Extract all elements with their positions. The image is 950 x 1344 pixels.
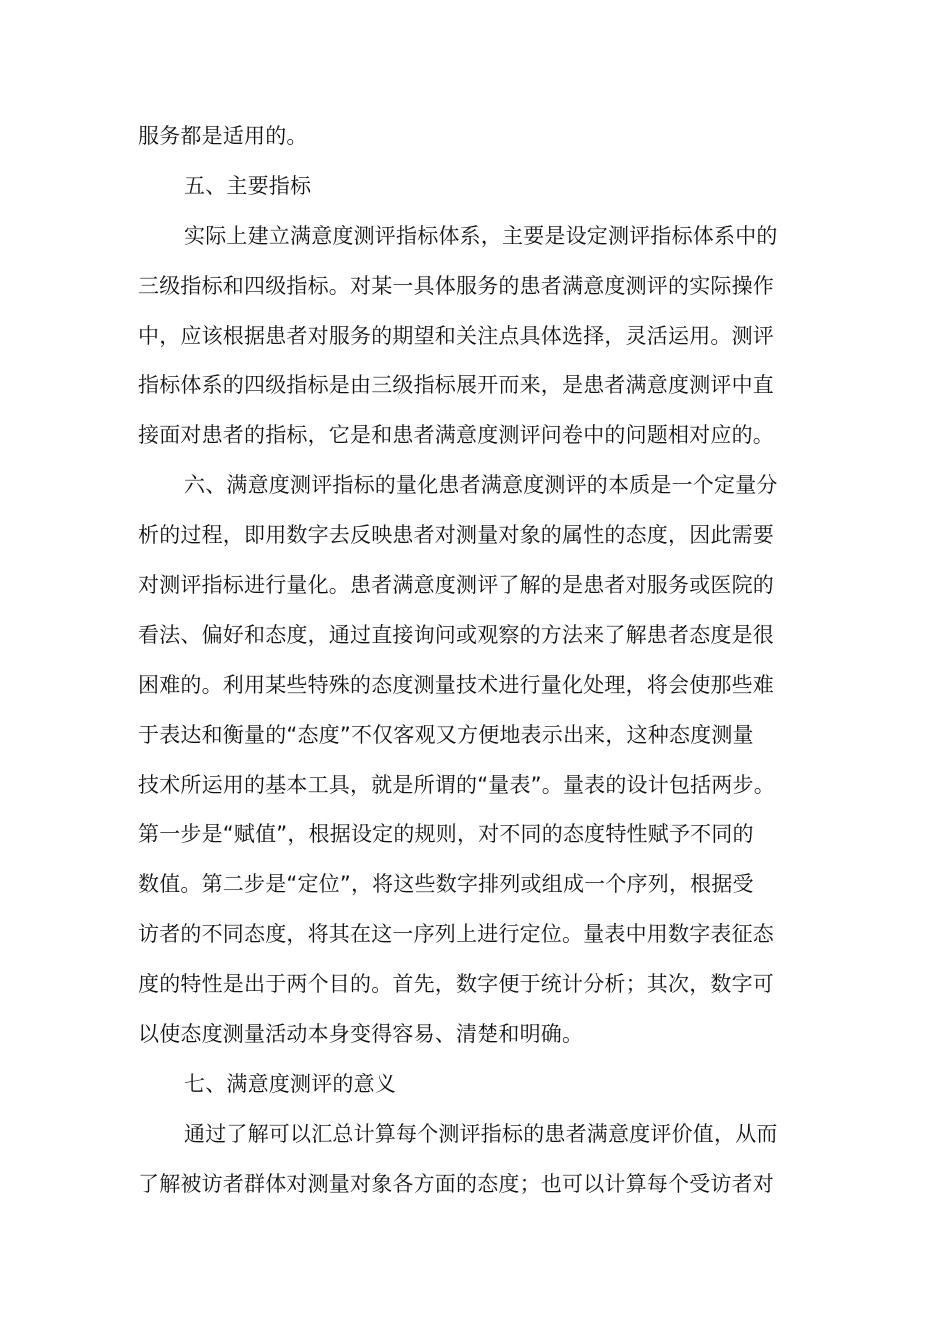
text-line: 接面对患者的指标，它是和患者满意度测评问卷中的问题相对应的。 bbox=[138, 423, 774, 448]
text-line: 度的特性是出于两个目的。首先，数字便于统计分析；其次，数字可 bbox=[138, 972, 774, 997]
body-text bbox=[138, 112, 838, 1210]
text-line: 访者的不同态度，将其在这一序列上进行定位。量表中用数字表征态 bbox=[138, 922, 774, 947]
section-heading-6: 六、满意度测评指标的量化患者满意度测评的本质是一个定量分 bbox=[184, 473, 778, 498]
text-line: 对测评指标进行量化。患者满意度测评了解的是患者对服务或医院的 bbox=[138, 573, 774, 598]
text-line: 实际上建立满意度测评指标体系，主要是设定测评指标体系中的 bbox=[184, 223, 778, 248]
text-line: 技术所运用的基本工具，就是所谓的“量表”。量表的设计包括两步。 bbox=[138, 772, 775, 797]
text-line: 看法、偏好和态度，通过直接询问或观察的方法来了解患者态度是很 bbox=[138, 622, 774, 647]
text-line: 第一步是“赋值”，根据设定的规则，对不同的态度特性赋予不同的 bbox=[138, 822, 754, 847]
text-line: 以使态度测量活动本身变得容易、清楚和明确。 bbox=[138, 1022, 584, 1047]
text-line: 析的过程，即用数字去反映患者对测量对象的属性的态度，因此需要 bbox=[138, 523, 774, 548]
text-line: 困难的。利用某些特殊的态度测量技术进行量化处理，将会使那些难 bbox=[138, 672, 774, 697]
text-line: 于表达和衡量的“态度”不仅客观又方便地表示出来，这种态度测量 bbox=[138, 722, 754, 747]
text-line: 三级指标和四级指标。对某一具体服务的患者满意度测评的实际操作 bbox=[138, 273, 774, 298]
section-heading-5: 五、主要指标 bbox=[184, 173, 312, 198]
text-line: 中，应该根据患者对服务的期望和关注点具体选择，灵活运用。测评 bbox=[138, 323, 774, 348]
text-line: 服务都是适用的。 bbox=[138, 124, 308, 148]
text-line: 了解被访者群体对测量对象各方面的态度；也可以计算每个受访者对 bbox=[138, 1171, 774, 1196]
text-line: 通过了解可以汇总计算每个测评指标的患者满意度评价值，从而 bbox=[184, 1121, 778, 1146]
text-line: 指标体系的四级指标是由三级指标展开而来，是患者满意度测评中直 bbox=[138, 373, 774, 398]
text-line: 数值。第二步是“定位”，将这些数字排列或组成一个序列，根据受 bbox=[138, 872, 754, 897]
section-heading-7: 七、满意度测评的意义 bbox=[184, 1071, 396, 1096]
